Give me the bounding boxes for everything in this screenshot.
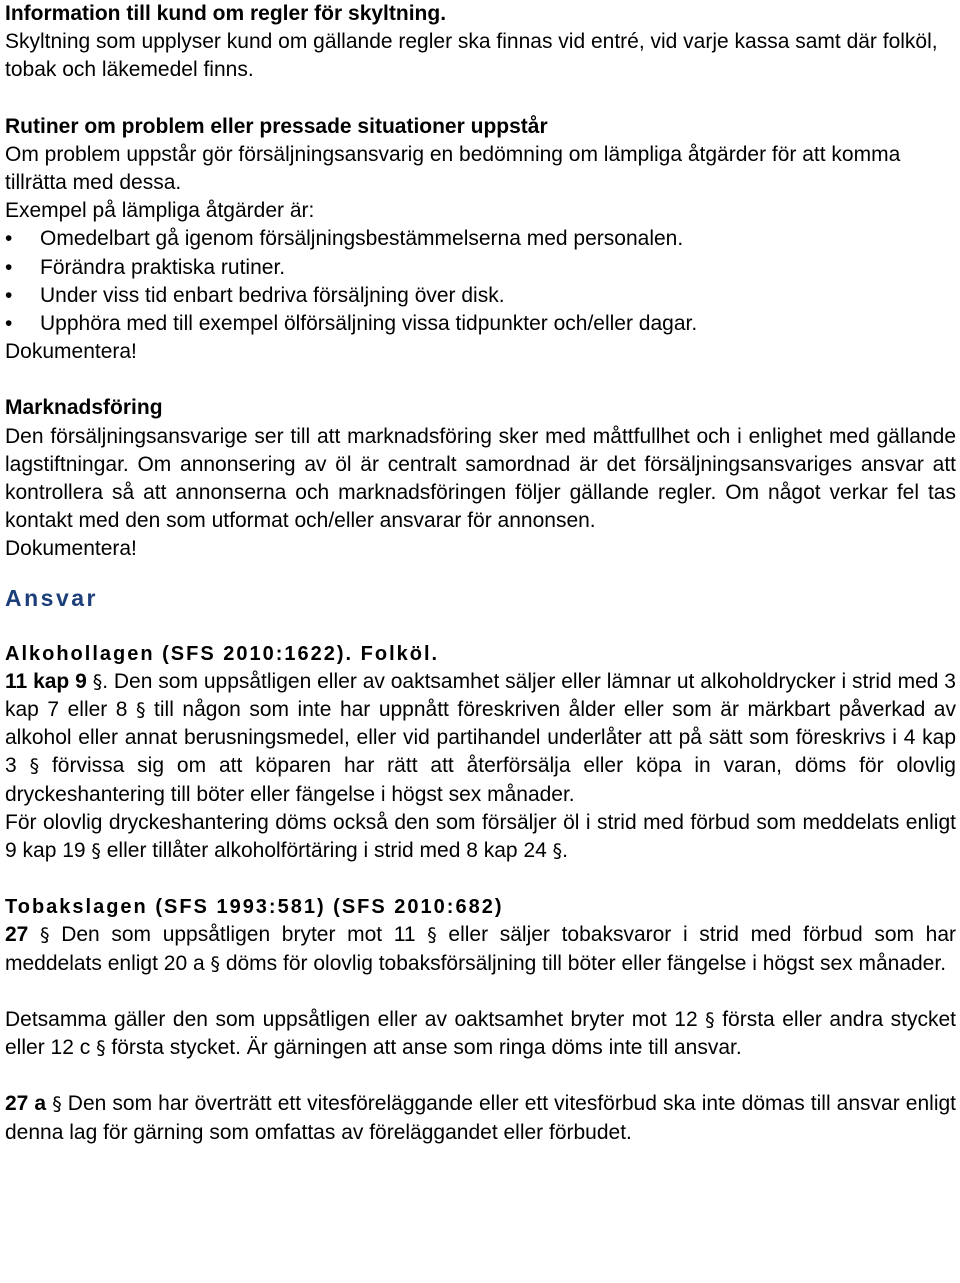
section-symbol-icon: § bbox=[91, 840, 101, 863]
tobakslagen-paragraph-27: 27 § Den som uppsåtligen bryter mot 11 § eller säljer tobaksvaror i strid med förbud som har meddelats enligt 20 a § döms för olovlig tobaksförsäljning till böter eller fängelse i högst sex månader. bbox=[5, 923, 957, 975]
info-body: Skyltning som upplyser kund om gällande regler ska finnas vid entré, vid varje kassa samt där folköl, tobak och läkemedel finns. bbox=[5, 30, 938, 82]
rutiner-list bbox=[5, 225, 956, 338]
rutiner-title: Rutiner om problem eller pressade situationer uppstår bbox=[5, 114, 548, 138]
ansvar-title: Ansvar bbox=[5, 584, 98, 611]
section-symbol-icon: § bbox=[52, 1093, 62, 1116]
bullet-icon: • bbox=[5, 227, 13, 251]
alkohollagen-title: Alkohollagen (SFS 2010:1622). Folköl. bbox=[5, 642, 440, 665]
marknadsforing-document-note: Dokumentera! bbox=[5, 537, 137, 561]
tobakslagen-paragraph-detsamma: Detsamma gäller den som uppsåtligen eller av oaktsamhet bryter mot 12 § första eller andra stycket eller 12 c § första stycket. Är gärningen att anse som ringa döms inte till ansvar. bbox=[5, 1007, 956, 1060]
list-item: • Förändra praktiska rutiner. bbox=[5, 254, 956, 282]
rutiner-document-note: Dokumentera! bbox=[5, 340, 137, 364]
marknadsforing-body: Den försäljningsansvarige ser till att marknadsföring sker med måttfullhet och i enlighet med gällande lagstiftningar. Om annonsering av öl är centralt samordnad är det försäljningsansvariges ansvar att kontrollera så att annonserna och marknadsföringen följer gällande regler. Om något verkar fel tas kontakt med den som utformat och/eller ansvarar för annonsen. bbox=[5, 424, 956, 533]
paragraph-ref: 27 bbox=[5, 923, 29, 947]
paragraph-ref: 27 a bbox=[5, 1092, 47, 1116]
list-item: • Upphöra med till exempel ölförsäljning vissa tidpunkter och/eller dagar. bbox=[5, 310, 956, 338]
alkohollagen-paragraph-2: För olovlig dryckeshantering döms också den som försäljer öl i strid med förbud som meddelats enligt 9 kap 19 § eller tillåter alkoholförtäring i strid med 8 kap 24 §. bbox=[5, 810, 956, 863]
marknadsforing-title: Marknadsföring bbox=[5, 396, 163, 420]
rutiner-examples-intro: Exempel på lämpliga åtgärder är: bbox=[5, 199, 315, 223]
paragraph-ref: 11 kap 9 bbox=[5, 669, 87, 693]
section-symbol-icon: § bbox=[96, 1037, 106, 1060]
section-symbol-icon: § bbox=[552, 840, 563, 863]
list-item: • Omedelbart gå igenom försäljningsbestämmelserna med personalen. bbox=[5, 225, 956, 253]
tobakslagen-title: Tobakslagen (SFS 1993:581) (SFS 2010:682) bbox=[5, 896, 504, 919]
section-symbol-icon: § bbox=[136, 699, 146, 722]
section-symbol-icon: § bbox=[210, 952, 220, 975]
tobakslagen-paragraph-27a: 27 a § Den som har överträtt ett vitesföreläggande eller ett vitesförbud ska inte dömas till ansvar enligt denna lag för gärning som omfattas av föreläggandet eller förbudet. bbox=[5, 1092, 956, 1144]
section-symbol-icon: § bbox=[705, 1008, 715, 1031]
alkohollagen-paragraph-1: 11 kap 9 §. Den som uppsåtligen eller av oaktsamhet säljer eller lämnar ut alkoholdrycker i strid med 3 kap 7 eller 8 § till någon som inte har uppnått föreskriven ålder eller som är märkbart påverkad av alkohol eller annat berusningsmedel, eller vid partihandel underlåter att på sätt som föreskrivs i 4 kap 3 § förvissa sig om att köparen har rätt att återförsälja eller köpa in varan, döms för olovlig dryckeshantering till böter eller fängelse i högst sex månader. bbox=[5, 669, 956, 806]
section-symbol-icon: § bbox=[92, 670, 103, 693]
list-item: • Under viss tid enbart bedriva försäljning över disk. bbox=[5, 282, 956, 310]
rutiner-body: Om problem uppstår gör försäljningsansvarig en bedömning om lämpliga åtgärder för att komma tillrätta med dessa. bbox=[5, 142, 901, 195]
bullet-icon: • bbox=[5, 283, 13, 307]
info-title: Information till kund om regler för skyltning. bbox=[5, 2, 447, 25]
section-symbol-icon: § bbox=[29, 755, 40, 778]
bullet-icon: • bbox=[5, 255, 13, 279]
section-symbol-icon: § bbox=[427, 924, 437, 947]
bullet-icon: • bbox=[5, 312, 13, 336]
section-symbol-icon: § bbox=[40, 924, 50, 947]
